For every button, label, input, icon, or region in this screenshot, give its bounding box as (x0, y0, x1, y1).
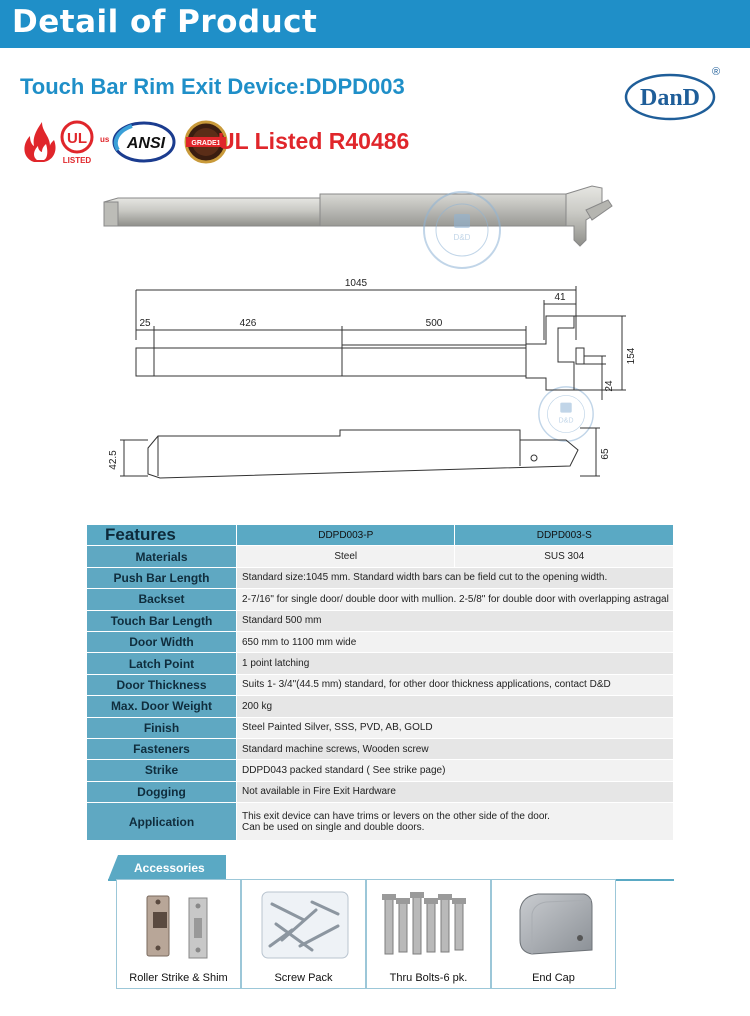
row-value: Suits 1- 3/4"(44.5 mm) standard, for other door thickness applications, contact D&D (237, 674, 674, 695)
dim-mid-segment: 426 (239, 318, 257, 329)
accessory-end-cap (491, 879, 616, 989)
row-label: Max. Door Weight (87, 696, 237, 717)
table-row (87, 610, 674, 631)
row-value: 200 kg (237, 696, 674, 717)
accessory-label: Roller Strike & Shim (129, 972, 228, 984)
table-row (87, 631, 674, 652)
column-header: DDPD003-P (237, 525, 455, 546)
svg-text:LISTED: LISTED (62, 156, 92, 165)
end-cap-image (492, 880, 617, 966)
dim-side-right: 65 (600, 448, 611, 460)
row-value: Standard machine screws, Wooden screw (237, 738, 674, 759)
svg-text:D&D: D&D (558, 416, 574, 425)
row-label: Dogging (87, 781, 237, 802)
page-title: Detail of Product (12, 4, 318, 40)
row-label: Fasteners (87, 738, 237, 759)
logo-text: DanD (639, 85, 701, 111)
accessory-label: Thru Bolts-6 pk. (389, 972, 468, 984)
dim-end-cap: 41 (554, 292, 566, 303)
dim-overall-length: 1045 (344, 278, 368, 289)
accessory-screw-pack (241, 879, 366, 989)
svg-text:GRADE1: GRADE1 (191, 140, 221, 147)
table-row (87, 738, 674, 759)
watermark-stamp (420, 188, 504, 272)
registered-mark: ® (712, 66, 721, 78)
accessory-thru-bolts (366, 879, 491, 989)
dim-side-left: 42.5 (108, 450, 119, 470)
thru-bolts-image (367, 880, 492, 966)
row-label: Backset (87, 589, 237, 610)
table-row (87, 546, 674, 567)
table-header-row (87, 525, 674, 546)
row-value: 2-7/16" for single door/ double door with mullion. 2-5/8" for double door with overlapping astragal (237, 589, 674, 610)
svg-text:ANSI: ANSI (126, 135, 166, 152)
row-label: Application (87, 803, 237, 841)
row-value: Standard 500 mm (237, 610, 674, 631)
accessories-tab: Accessories (118, 855, 226, 880)
product-photo (100, 180, 630, 264)
svg-text:us: us (100, 135, 110, 144)
screw-pack-image (242, 880, 367, 966)
product-title: Touch Bar Rim Exit Device:DDPD003 (20, 74, 405, 99)
table-row (87, 803, 674, 841)
svg-text:UL: UL (67, 130, 87, 147)
application-line-1: This exit device can have trims or levers on the other side of the door. (242, 810, 550, 822)
row-value: Not available in Fire Exit Hardware (237, 781, 674, 802)
svg-text:D&D: D&D (453, 233, 471, 242)
row-value: Steel Painted Silver, SSS, PVD, AB, GOLD (237, 717, 674, 738)
application-line-2: Can be used on single and double doors. (242, 821, 425, 833)
row-label: Touch Bar Length (87, 610, 237, 631)
row-value: 650 mm to 1100 mm wide (237, 631, 674, 652)
header-bar (0, 0, 750, 48)
row-value: Standard size:1045 mm. Standard width bars can be field cut to the opening width. (237, 567, 674, 588)
dim-height-total: 154 (626, 347, 637, 365)
ul-listing-number: UL Listed R40486 (218, 128, 410, 154)
row-label: Latch Point (87, 653, 237, 674)
ul-listed-icon (62, 122, 110, 165)
technical-drawing (100, 270, 660, 500)
column-header: DDPD003-S (455, 525, 674, 546)
brand-logo (624, 72, 716, 122)
accessory-roller-strike (116, 879, 241, 989)
row-value: SUS 304 (455, 546, 674, 567)
dim-height-latch: 24 (604, 380, 615, 392)
accessory-label: End Cap (532, 972, 575, 984)
row-value: DDPD043 packed standard ( See strike page) (237, 760, 674, 781)
fire-icon (24, 122, 55, 162)
row-value: Steel (237, 546, 455, 567)
roller-strike-image (117, 880, 242, 966)
ansi-icon (114, 123, 174, 161)
row-value (237, 803, 674, 841)
row-label: Door Width (87, 631, 237, 652)
row-value: 1 point latching (237, 653, 674, 674)
table-row (87, 653, 674, 674)
table-row (87, 717, 674, 738)
row-label: Door Thickness (87, 674, 237, 695)
features-heading: Features (87, 525, 237, 546)
row-label: Push Bar Length (87, 567, 237, 588)
row-label: Finish (87, 717, 237, 738)
dim-left-segment: 25 (139, 318, 151, 329)
push-bar-shape (104, 186, 612, 246)
features-table (86, 524, 674, 841)
table-row (87, 674, 674, 695)
row-label: Materials (87, 546, 237, 567)
table-row (87, 781, 674, 802)
table-row (87, 696, 674, 717)
table-row (87, 760, 674, 781)
row-label: Strike (87, 760, 237, 781)
accessory-label: Screw Pack (274, 972, 333, 984)
table-row (87, 589, 674, 610)
dim-touch-bar: 500 (425, 318, 443, 329)
table-row (87, 567, 674, 588)
